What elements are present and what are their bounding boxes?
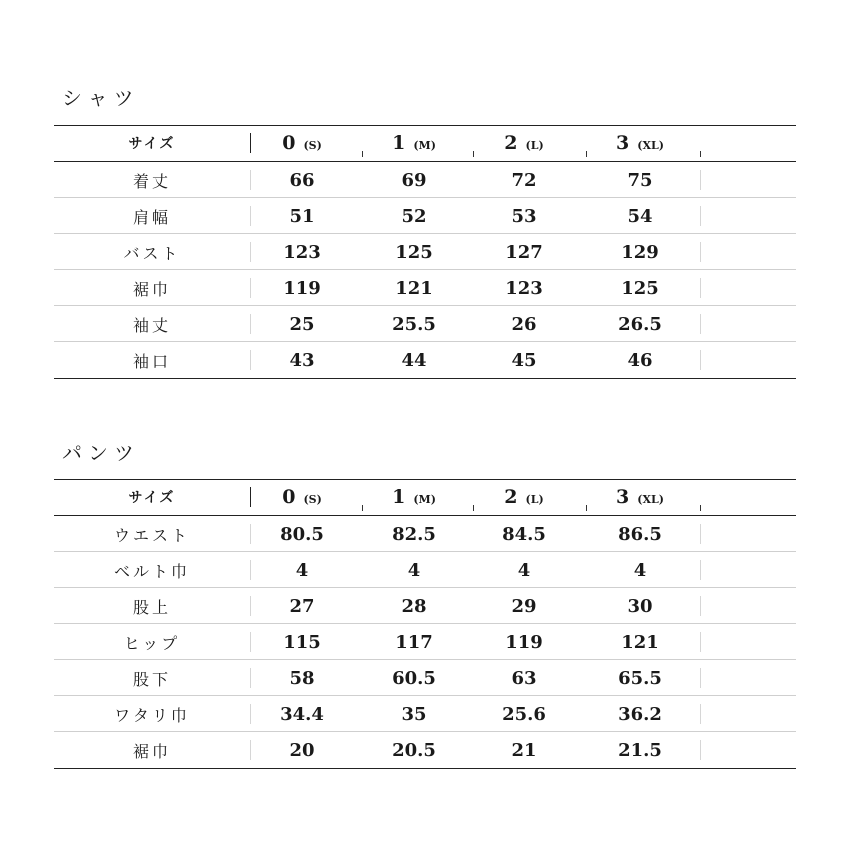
value-cell: 65.5 [618, 667, 662, 689]
value-cell: 129 [621, 241, 659, 263]
table-row [54, 270, 796, 306]
column-separator [700, 314, 701, 334]
row-label: 着丈 [132, 171, 171, 191]
value-cell: 123 [505, 277, 543, 299]
value-cell: 54 [627, 205, 653, 227]
value-cell: 80.5 [280, 523, 324, 545]
table-row [54, 660, 796, 696]
table-row [54, 516, 796, 552]
value-cell: 28 [401, 595, 427, 617]
column-separator [250, 560, 251, 580]
row-label: 袖口 [132, 351, 171, 371]
column-separator [700, 206, 701, 226]
value-cell: 4 [407, 559, 421, 581]
column-separator [700, 740, 701, 760]
column-separator [700, 596, 701, 616]
size-header-0: 0 (S) [282, 132, 322, 154]
table-row [54, 552, 796, 588]
size-header-label: サイズ [128, 490, 176, 506]
column-separator [700, 668, 701, 688]
value-cell: 52 [401, 205, 427, 227]
value-cell: 60.5 [392, 667, 436, 689]
value-cell: 46 [627, 349, 653, 371]
size-header-label: サイズ [128, 136, 176, 152]
table-row [54, 342, 796, 378]
table-row [54, 696, 796, 732]
table-row [54, 162, 796, 198]
value-cell: 127 [505, 241, 543, 263]
row-label: ベルト巾 [113, 561, 190, 581]
column-separator [700, 560, 701, 580]
column-tick [473, 505, 474, 511]
table-row [54, 234, 796, 270]
table-row [54, 624, 796, 660]
column-tick [362, 151, 363, 157]
pants-section-title: パンツ [62, 441, 140, 465]
column-tick [700, 505, 701, 511]
column-tick [700, 151, 701, 157]
table-row [54, 306, 796, 342]
table-header-row [54, 125, 796, 161]
size-header-0: 0 (S) [282, 486, 322, 508]
value-cell: 58 [289, 667, 315, 689]
value-cell: 29 [511, 595, 537, 617]
column-separator [250, 242, 251, 262]
column-separator [250, 278, 251, 298]
size-header-2: 2 (L) [504, 132, 544, 154]
value-cell: 121 [621, 631, 659, 653]
value-cell: 26 [511, 313, 537, 335]
column-separator [250, 206, 251, 226]
table-row [54, 588, 796, 624]
row-label: 股上 [132, 597, 171, 617]
column-separator [250, 314, 251, 334]
column-separator [700, 704, 701, 724]
column-separator [700, 350, 701, 370]
row-label: 股下 [132, 669, 171, 689]
row-label: 裾巾 [132, 741, 171, 761]
row-label: ウエスト [113, 525, 190, 545]
row-label: 裾巾 [132, 279, 171, 299]
column-separator [700, 170, 701, 190]
value-cell: 4 [295, 559, 309, 581]
column-separator [250, 170, 251, 190]
value-cell: 86.5 [618, 523, 662, 545]
table-row [54, 198, 796, 234]
value-cell: 25.5 [392, 313, 436, 335]
value-cell: 4 [517, 559, 531, 581]
value-cell: 20 [289, 739, 315, 761]
value-cell: 84.5 [502, 523, 546, 545]
column-separator [250, 668, 251, 688]
value-cell: 72 [511, 169, 537, 191]
value-cell: 123 [283, 241, 321, 263]
value-cell: 125 [621, 277, 659, 299]
size-header-2: 2 (L) [504, 486, 544, 508]
column-separator [700, 632, 701, 652]
column-separator [250, 487, 251, 507]
value-cell: 121 [395, 277, 433, 299]
size-header-1: 1 (M) [392, 132, 436, 154]
shirt-section-title: シャツ [62, 86, 140, 110]
column-separator [700, 242, 701, 262]
row-label: 肩幅 [132, 207, 171, 227]
table-row [54, 732, 796, 768]
value-cell: 117 [395, 631, 433, 653]
size-header-3: 3 (XL) [616, 486, 664, 508]
value-cell: 21 [511, 739, 537, 761]
column-separator [700, 278, 701, 298]
column-tick [473, 151, 474, 157]
value-cell: 75 [627, 169, 653, 191]
column-separator [250, 524, 251, 544]
value-cell: 26.5 [618, 313, 662, 335]
row-label: ワタリ巾 [114, 705, 190, 725]
value-cell: 35 [401, 703, 427, 725]
value-cell: 27 [289, 595, 315, 617]
value-cell: 51 [289, 205, 315, 227]
value-cell: 125 [395, 241, 433, 263]
value-cell: 119 [505, 631, 543, 653]
value-cell: 119 [283, 277, 321, 299]
value-cell: 82.5 [392, 523, 436, 545]
value-cell: 36.2 [618, 703, 662, 725]
value-cell: 66 [289, 169, 315, 191]
value-cell: 4 [633, 559, 647, 581]
column-separator [250, 632, 251, 652]
column-separator [700, 524, 701, 544]
value-cell: 20.5 [392, 739, 436, 761]
column-separator [250, 133, 251, 153]
value-cell: 69 [401, 169, 427, 191]
value-cell: 30 [627, 595, 653, 617]
row-label: 袖丈 [132, 315, 171, 335]
value-cell: 53 [511, 205, 537, 227]
column-separator [250, 704, 251, 724]
table-header-row [54, 479, 796, 515]
row-label: ヒップ [123, 633, 181, 653]
column-separator [250, 596, 251, 616]
value-cell: 44 [401, 349, 427, 371]
table-bottom-rule [54, 768, 796, 769]
value-cell: 43 [289, 349, 315, 371]
column-tick [586, 151, 587, 157]
value-cell: 45 [511, 349, 537, 371]
column-tick [362, 505, 363, 511]
table-bottom-rule [54, 378, 796, 379]
value-cell: 21.5 [618, 739, 662, 761]
value-cell: 25.6 [502, 703, 546, 725]
value-cell: 34.4 [280, 703, 324, 725]
value-cell: 115 [283, 631, 321, 653]
size-header-1: 1 (M) [392, 486, 436, 508]
column-separator [250, 740, 251, 760]
column-tick [586, 505, 587, 511]
column-separator [250, 350, 251, 370]
value-cell: 63 [511, 667, 537, 689]
size-header-3: 3 (XL) [616, 132, 664, 154]
value-cell: 25 [289, 313, 315, 335]
row-label: バスト [123, 243, 181, 263]
